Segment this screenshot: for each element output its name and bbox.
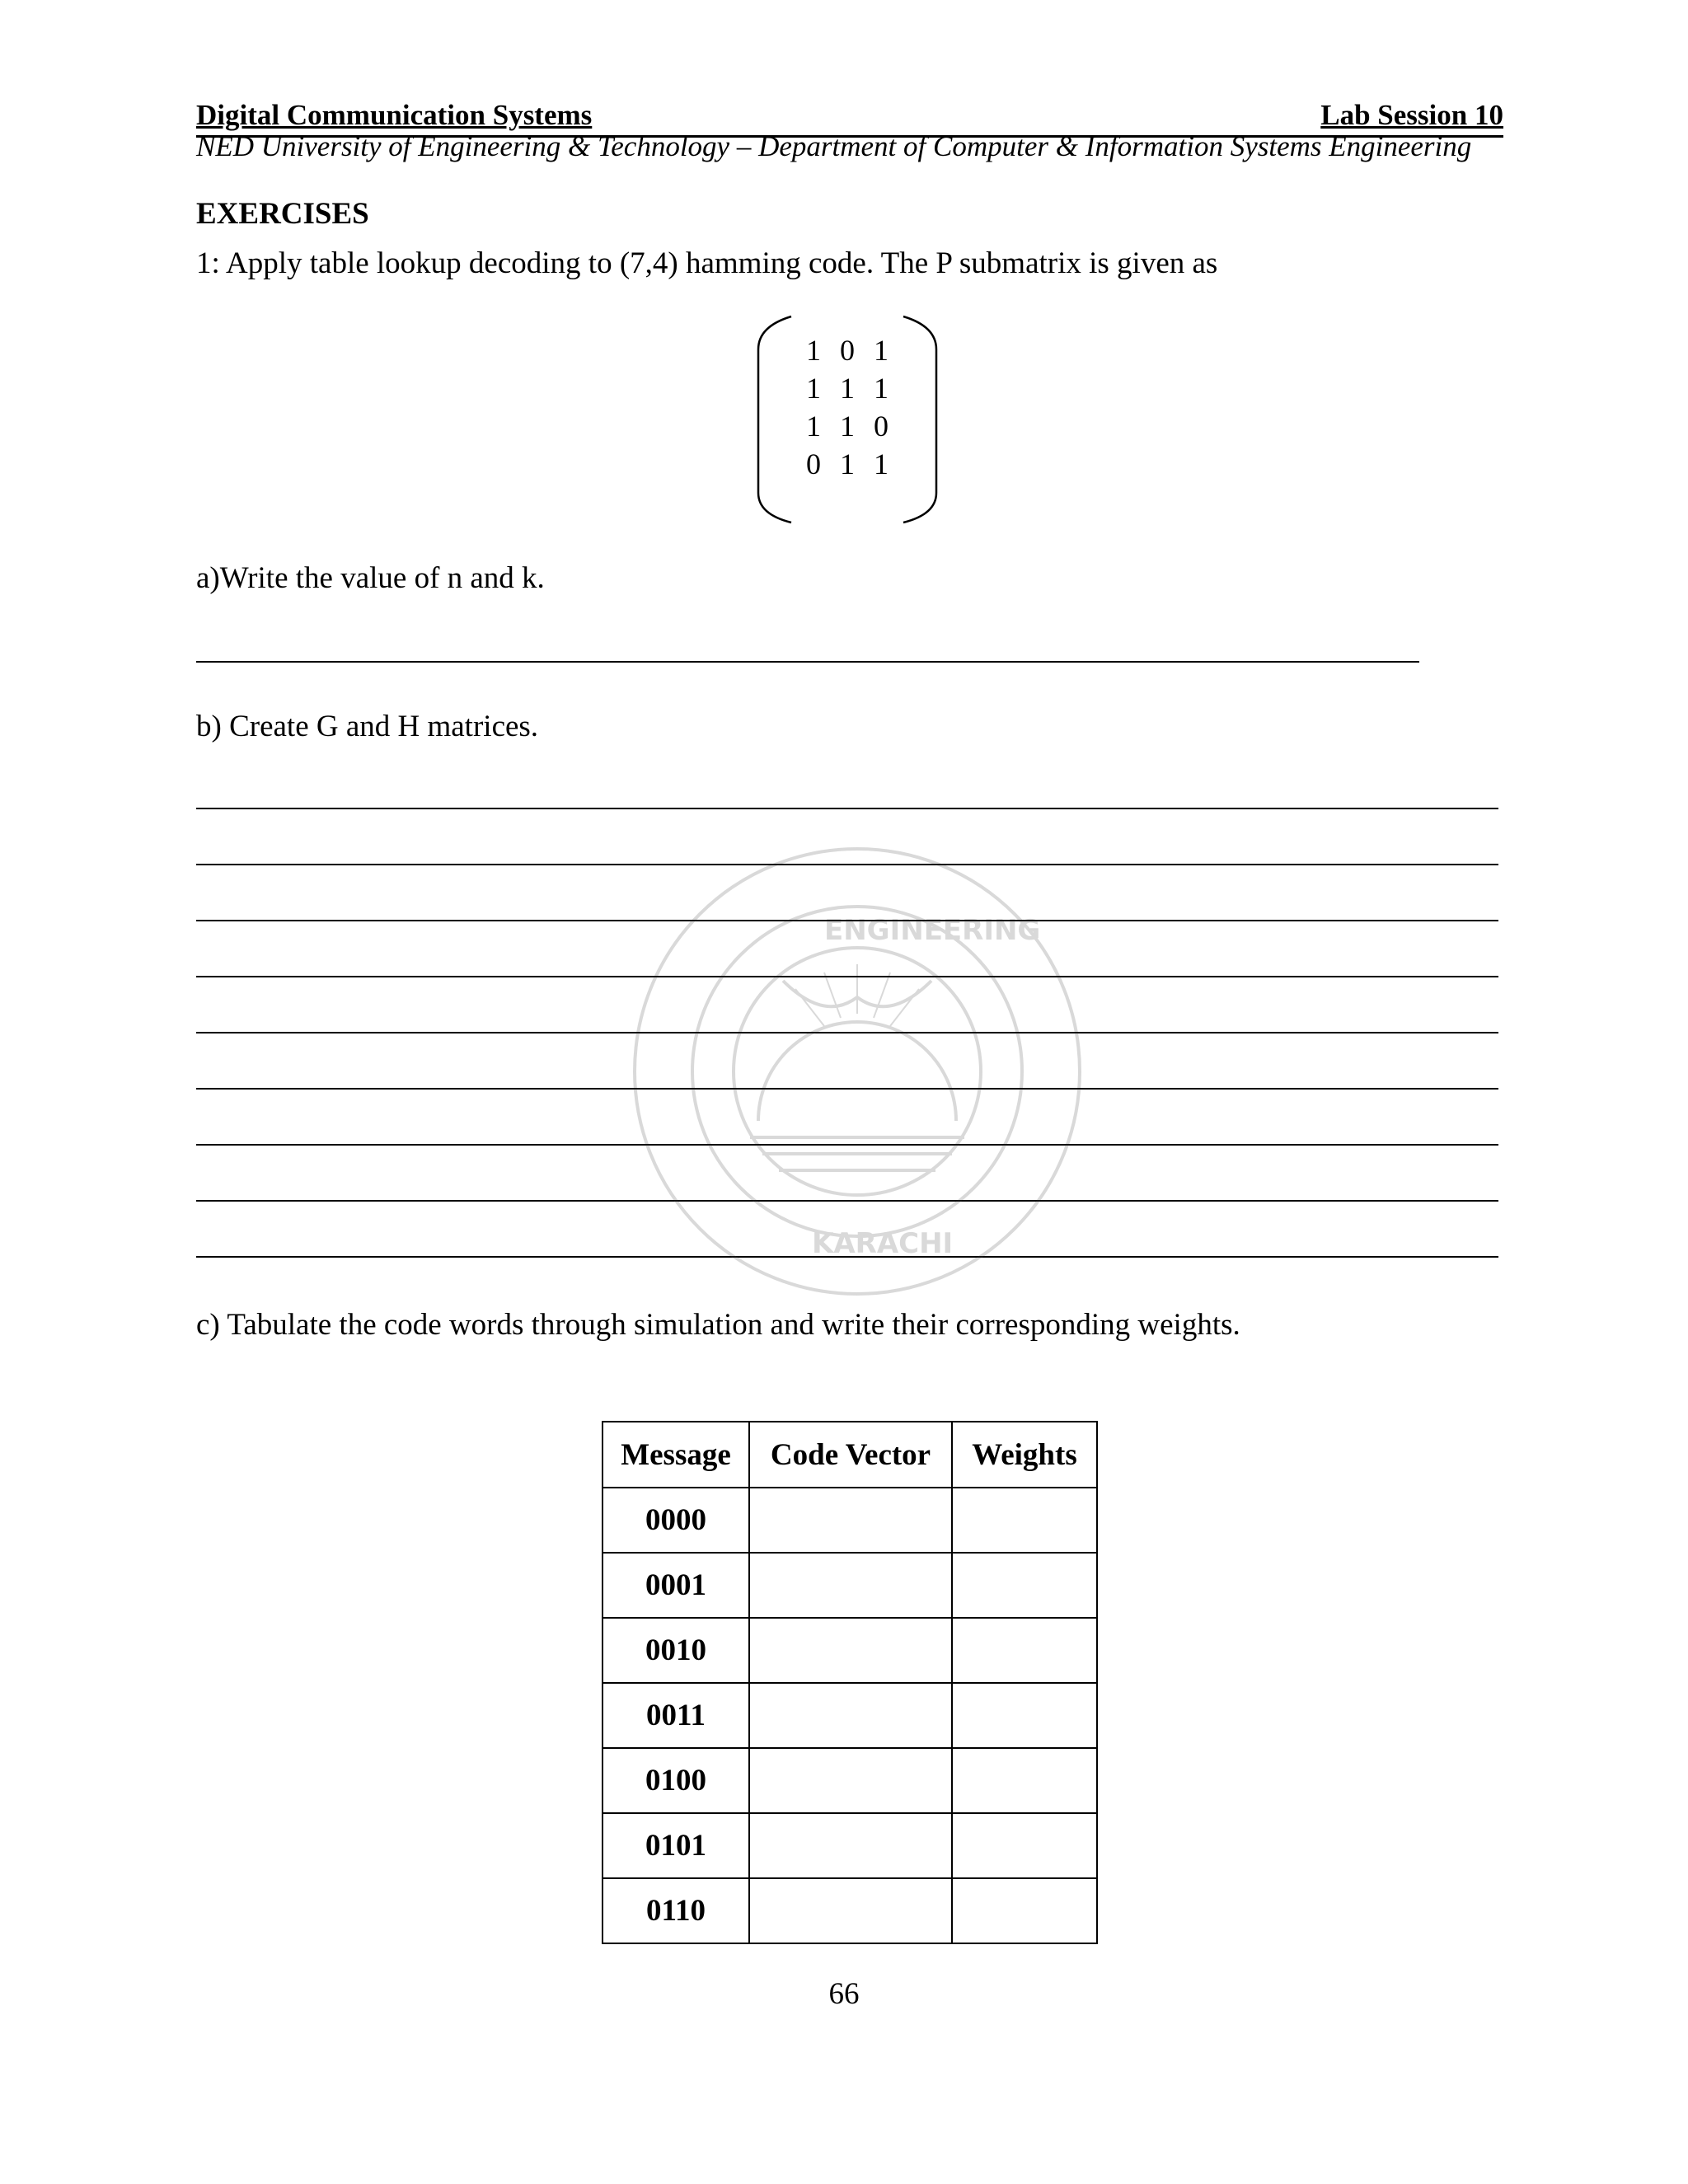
answer-line-a[interactable]: [196, 661, 1419, 663]
matrix-row-4: [806, 447, 889, 481]
question-1-text: 1: Apply table lookup decoding to (7,4) hamming code. The P submatrix is given as: [196, 246, 1218, 280]
weight-cell[interactable]: [952, 1813, 1097, 1878]
message-cell: 0101: [603, 1813, 749, 1878]
lab-session-label: Lab Session 10: [1320, 99, 1503, 131]
code-vector-cell[interactable]: [749, 1683, 952, 1748]
part-a-text: a)Write the value of n and k.: [196, 561, 545, 595]
code-vector-cell[interactable]: [749, 1553, 952, 1618]
university-seal-watermark: [577, 824, 1137, 1319]
weight-cell[interactable]: [952, 1553, 1097, 1618]
code-vector-cell[interactable]: [749, 1618, 952, 1683]
matrix-cell: 1: [806, 410, 821, 443]
weight-cell[interactable]: [952, 1748, 1097, 1813]
page-number: 66: [828, 1977, 860, 2011]
weight-cell[interactable]: [952, 1878, 1097, 1943]
answer-line-b[interactable]: [196, 808, 1498, 809]
weight-cell[interactable]: [952, 1618, 1097, 1683]
p-submatrix: [748, 310, 946, 527]
matrix-cell: 1: [874, 334, 889, 367]
table-header-row: [603, 1422, 1097, 1488]
column-header-code-vector: Code Vector: [749, 1422, 952, 1488]
table-row: [603, 1618, 1097, 1683]
matrix-row-3: [806, 409, 889, 443]
message-cell: 0110: [603, 1878, 749, 1943]
svg-text:ENGINEERING: ENGINEERING: [824, 914, 1041, 947]
code-vector-cell[interactable]: [749, 1748, 952, 1813]
column-header-weights: Weights: [952, 1422, 1097, 1488]
matrix-cell: 0: [806, 448, 821, 480]
matrix-cell: 1: [874, 372, 889, 405]
code-vector-cell[interactable]: [749, 1813, 952, 1878]
matrix-cell: 1: [806, 334, 821, 367]
svg-text:KARACHI: KARACHI: [812, 1227, 954, 1260]
course-title: Digital Communication Systems: [196, 99, 593, 131]
part-b-text: b) Create G and H matrices.: [196, 710, 539, 743]
table-row: [603, 1813, 1097, 1878]
table-row: [603, 1683, 1097, 1748]
table-row: [603, 1878, 1097, 1943]
matrix-cell: 1: [840, 410, 855, 443]
message-cell: 0011: [603, 1683, 749, 1748]
section-title: EXERCISES: [196, 197, 369, 231]
institution-subtitle: NED University of Engineering & Technology – Department of Computer & Information Systems Engineering: [196, 130, 1472, 162]
code-vector-cell[interactable]: [749, 1488, 952, 1553]
message-cell: 0010: [603, 1618, 749, 1683]
weight-cell[interactable]: [952, 1683, 1097, 1748]
message-cell: 0001: [603, 1553, 749, 1618]
message-cell: 0000: [603, 1488, 749, 1553]
matrix-cell: 1: [840, 372, 855, 405]
column-header-message: Message: [603, 1422, 749, 1488]
code-words-table: [602, 1421, 1098, 1944]
table-row: [603, 1553, 1097, 1618]
matrix-cell: 0: [840, 334, 855, 367]
table-row: [603, 1748, 1097, 1813]
matrix-row-1: [806, 333, 889, 368]
ned-university-seal-icon: [577, 824, 1137, 1319]
matrix-row-2: [806, 371, 889, 405]
matrix-cell: 1: [806, 372, 821, 405]
matrix-cell: 1: [840, 448, 855, 480]
table-row: [603, 1488, 1097, 1553]
part-c-text: c) Tabulate the code words through simulation and write their corresponding weights.: [196, 1308, 1240, 1342]
weight-cell[interactable]: [952, 1488, 1097, 1553]
matrix-cell: 0: [874, 410, 889, 443]
matrix-cell: 1: [874, 448, 889, 480]
message-cell: 0100: [603, 1748, 749, 1813]
code-vector-cell[interactable]: [749, 1878, 952, 1943]
